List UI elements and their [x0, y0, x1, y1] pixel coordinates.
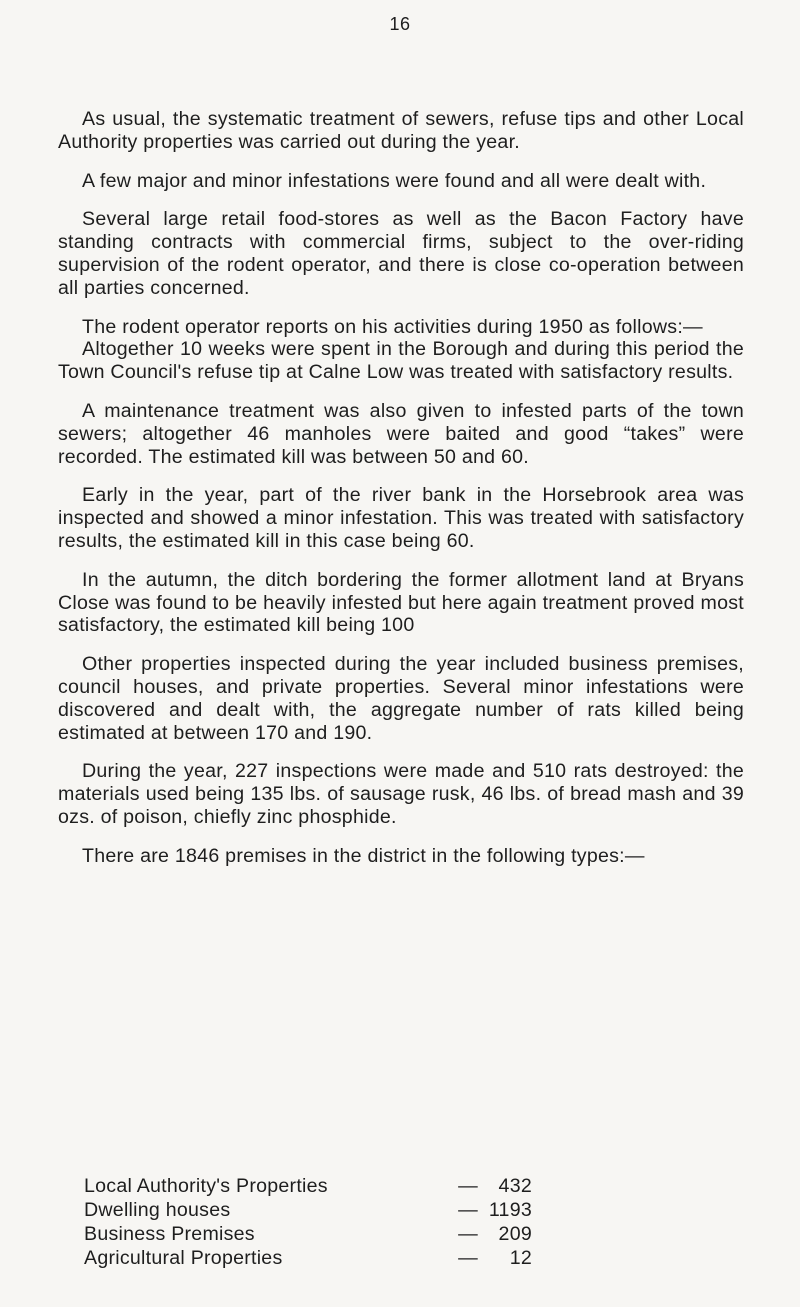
paragraph-inspections-materials: During the year, 227 inspections were made and 510 rats destroyed: the materials used being 135 lbs. of sausage rusk, 46 lbs. of bread mash and 39 ozs. of poison, chiefly zinc phosphide. — [58, 760, 744, 828]
premises-type-count: 1193 — [488, 1199, 532, 1221]
list-item — [84, 1174, 532, 1198]
paragraph-food-stores: Several large retail food-stores as well as the Bacon Factory have standing contracts with commercial firms, subject to the over-riding supervision of the rodent operator, and there is close co-operation between all parties concerned. — [58, 208, 744, 299]
paragraph-premises-intro: There are 1846 premises in the district in the following types:— — [82, 844, 645, 867]
premises-type-label: Local Authority's Properties — [84, 1175, 328, 1197]
paragraph-bryans-close: In the autumn, the ditch bordering the former allotment land at Bryans Close was found to be heavily infested but here again treatment proved most satisfactory, the estimated kill being 100 — [58, 568, 744, 637]
dash-separator: — — [458, 1199, 478, 1221]
list-item — [84, 1222, 532, 1246]
dash-separator: — — [458, 1223, 478, 1245]
dash-separator: — — [458, 1175, 478, 1197]
premises-type-count: 209 — [498, 1223, 532, 1245]
dash-separator: — — [458, 1247, 478, 1269]
premises-type-count: 12 — [509, 1247, 532, 1269]
paragraph-town-sewers: A maintenance treatment was also given to infested parts of the town sewers; altogether 46 manholes were baited and good “takes” were recorded. The estimated kill was between 50 and 60. — [58, 399, 744, 468]
premises-type-label: Dwelling houses — [84, 1199, 231, 1221]
paragraph-other-properties: Other properties inspected during the year included business premises, council houses, and private properties. Several minor infestations were discovered and dealt with, the aggregate number of rats killed being estimated at between 170 and 190. — [58, 653, 744, 744]
premises-type-label: Business Premises — [84, 1223, 255, 1245]
premises-type-label: Agricultural Properties — [84, 1247, 283, 1269]
body-text — [58, 108, 744, 868]
premises-type-count: 432 — [498, 1175, 532, 1197]
list-item — [84, 1198, 532, 1222]
premises-types-list — [84, 1174, 532, 1270]
paragraph-operator-report-intro: The rodent operator reports on his activities during 1950 as follows:— — [82, 315, 703, 338]
list-item — [84, 1246, 532, 1270]
paragraph-infestations: A few major and minor infestations were found and all were dealt with. — [82, 169, 707, 192]
paragraph-sewers-treatment: As usual, the systematic treatment of sewers, refuse tips and other Local Authority properties was carried out during the year. — [58, 108, 744, 153]
paragraph-horsebrook: Early in the year, part of the river bank in the Horsebrook area was inspected and showed a minor infestation. This was treated with satisfactory results, the estimated kill in this case being 60. — [58, 484, 744, 552]
page-number: 16 — [389, 14, 411, 34]
paragraph-borough-weeks: Altogether 10 weeks were spent in the Borough and during this period the Town Council's refuse tip at Calne Low was treated with satisfactory results. — [58, 338, 744, 384]
